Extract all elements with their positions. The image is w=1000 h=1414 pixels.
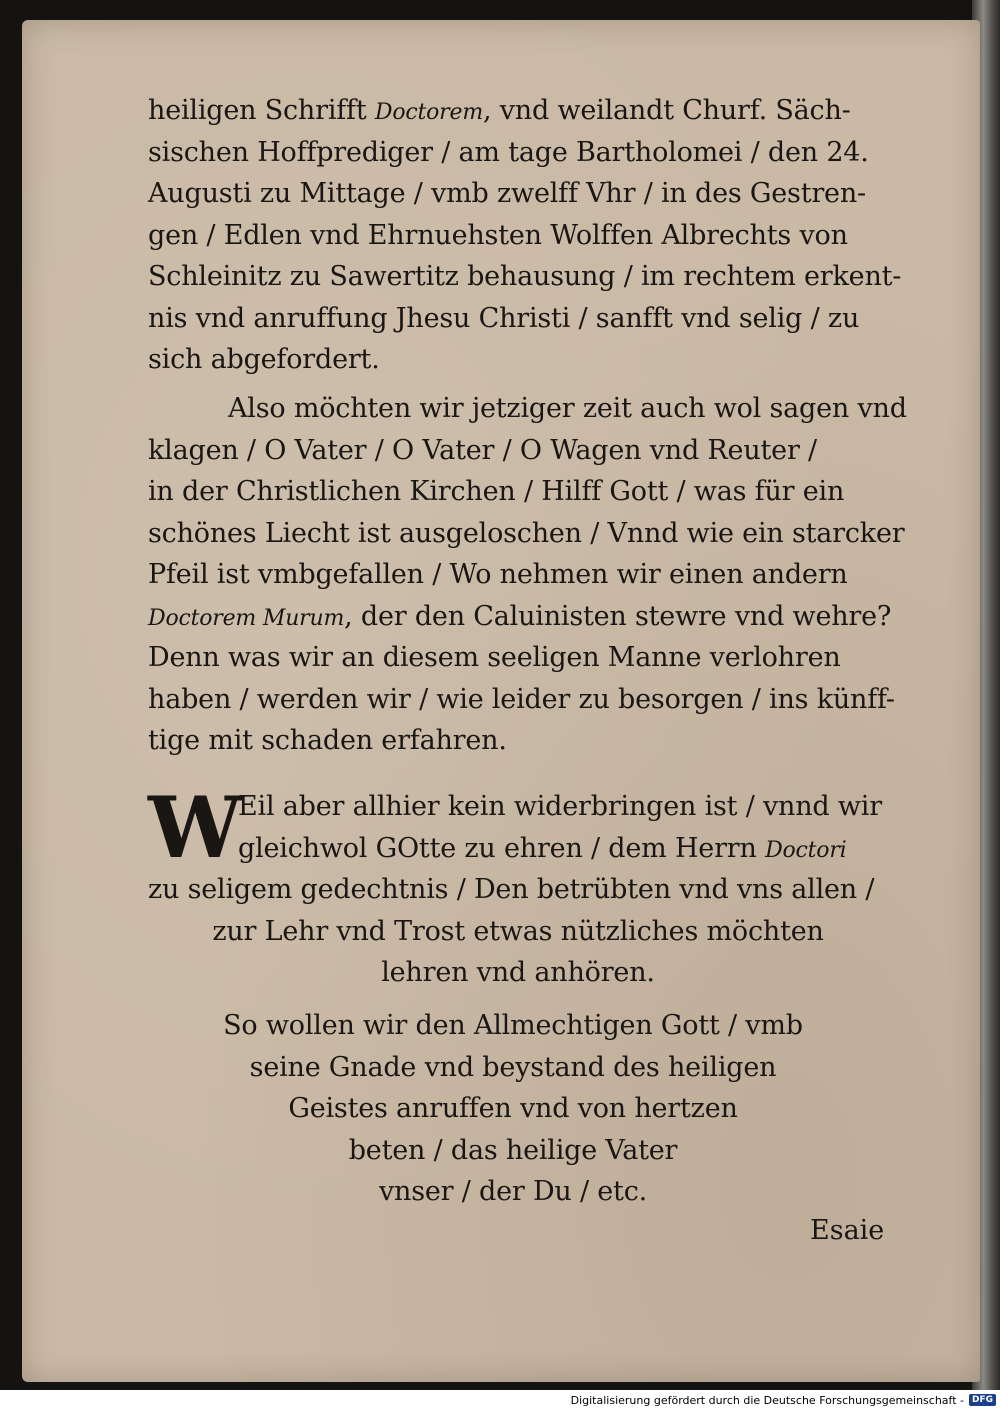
text-line (148, 637, 958, 679)
text-line (148, 828, 958, 870)
text-segment: sich abgefordert. (148, 344, 380, 375)
paragraph-4 (148, 1005, 958, 1213)
text-segment: nis vnd anruffung Jhesu Christi / sanfft vnd selig / zu (148, 302, 860, 334)
text-segment: haben / werden wir / wie leider zu besorgen / ins künff- (148, 683, 895, 715)
text-line (148, 554, 958, 596)
text-line: zur Lehr vnd Trost etwas nützliches möchten (212, 915, 824, 947)
text-segment: , der den Caluinisten stewre vnd wehre? (344, 600, 892, 632)
text-line: seine Gnade vnd beystand des heiligen (249, 1051, 777, 1083)
latin-term: Doctorem (374, 100, 483, 125)
paragraph-2 (148, 388, 958, 762)
text-line (148, 90, 958, 132)
text-segment: Eil aber allhier kein widerbringen ist / vnnd wir (238, 791, 882, 822)
text-line (148, 679, 958, 721)
text-line (148, 173, 958, 215)
text-line: lehren vnd anhören. (381, 957, 655, 988)
text-segment: gen / Edlen vnd Ehrnuehsten Wolffen Albrechts von (148, 219, 848, 251)
text-line (148, 215, 958, 257)
latin-term: Doctorem Murum (148, 605, 345, 631)
text-segment: tige mit schaden erfahren. (148, 725, 507, 756)
text-segment: Augusti zu Mittage / vmb zwelff Vhr / in des Gestren- (148, 178, 866, 209)
text-segment: gleichwol GOtte zu ehren / dem Herrn (238, 832, 766, 864)
text-segment: klagen / O Vater / O Vater / O Wagen vnd Reuter / (148, 434, 817, 466)
text-line (148, 298, 958, 340)
text-segment: Also möchten wir jetziger zeit auch wol sagen vnd (228, 393, 907, 424)
paragraph-3 (148, 778, 958, 994)
text-line (148, 596, 958, 638)
text-segment: Denn was wir an diesem seeligen Manne verlohren (148, 642, 841, 673)
text-line: So wollen wir den Allmechtigen Gott / vmb (223, 1010, 803, 1041)
text-segment: , vnd weilandt Churf. Säch- (482, 95, 851, 126)
text-segment: Schleinitz zu Sawertitz behausung / im rechtem erkent- (148, 261, 902, 292)
text-line (148, 388, 958, 430)
text-line: Geistes anruffen vnd von hertzen (288, 1093, 738, 1124)
text-line (148, 430, 958, 472)
funding-credit: Digitalisierung gefördert durch die Deutsche Forschungsgemeinschaft - (570, 1394, 964, 1407)
text-line: vnser / der Du / etc. (378, 1176, 648, 1207)
text-line (148, 513, 958, 555)
text-line (148, 471, 958, 513)
decorative-initial: W (148, 778, 243, 877)
text-line (148, 256, 958, 298)
text-segment: Pfeil ist vmbgefallen / Wo nehmen wir einen andern (148, 559, 848, 590)
footer-bar (0, 1390, 1000, 1414)
text-segment: sischen Hoffprediger / am tage Bartholomei / den 24. (148, 136, 869, 168)
text-segment: zu seligem gedechtnis / Den betrübten vnd vns allen / (148, 874, 875, 905)
text-line (148, 132, 958, 174)
text-line (148, 786, 958, 828)
dfg-logo: DFG (969, 1394, 996, 1406)
text-segment: in der Christlichen Kirchen / Hilff Gott / was für ein (148, 476, 845, 507)
text-segment: schönes Liecht ist ausgeloschen / Vnnd wie ein starcker (148, 517, 905, 549)
text-line (148, 869, 958, 911)
catchword: Esaie (810, 1215, 885, 1246)
text-segment: heiligen Schrifft (148, 95, 375, 126)
latin-term: Doctori (765, 837, 847, 863)
paragraph-1 (148, 90, 958, 381)
text-line (148, 339, 958, 381)
text-line: beten / das heilige Vater (348, 1134, 678, 1166)
text-line (148, 720, 958, 762)
